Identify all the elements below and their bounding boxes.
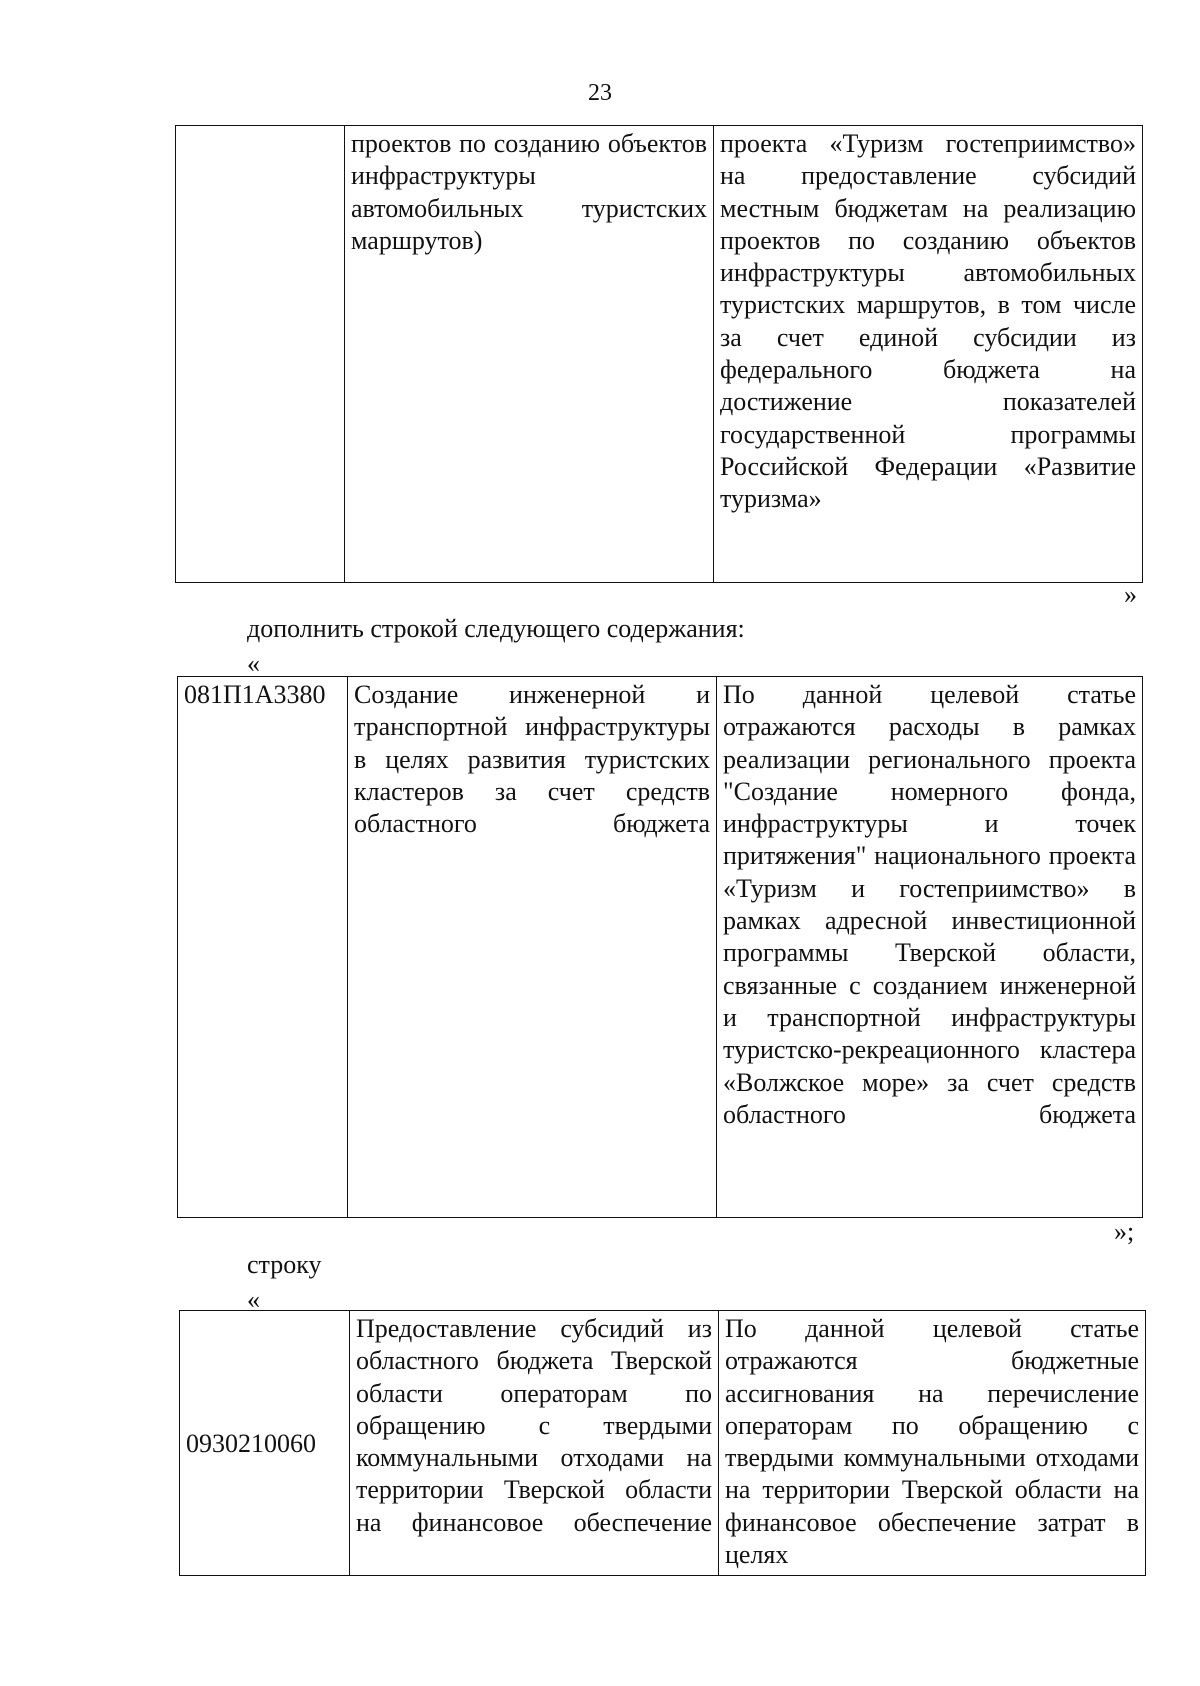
name-cell: Предоставление субсидий из областного бюджета Тверской области операторам по обращению с твердыми коммунальными отходами на территории Тверской области на финансовое обеспечение (350, 1311, 719, 1576)
table-row-to-replace (179, 1310, 1146, 1576)
table-continuation (175, 125, 1143, 583)
code-cell: 0930210060 (180, 1311, 350, 1576)
name-cell: Создание инженерной и транспортной инфраструктуры в целях развития туристских кластеров за счет средств областного бюджета (348, 677, 717, 1218)
page-number: 23 (588, 80, 612, 106)
opening-quote: « (247, 649, 260, 678)
description-cell: По данной целевой статье отражаются расходы в рамках реализации регионального проекта "Создание номерного фонда, инфраструктуры и точек притяжения" национального проекта «Туризм и гостеприимство» в рамках адресной инвестиционной программы Тверской области, связанные с созданием инженерной и транспортной инфраструктуры туристско-рекреационного кластера «Волжское море» за счет средств областного бюджета (717, 677, 1143, 1218)
code-cell: 081П1А3380 (178, 677, 348, 1218)
instruction-add: дополнить строкой следующего содержания: (247, 614, 745, 643)
description-cell: проекта «Туризм гостеприимство» на предоставление субсидий местным бюджетам на реализацию проектов по созданию объектов инфраструктуры автомобильных туристских маршрутов, в том числе за счет единой субсидии из федерального бюджета на достижение показателей государственной программы Российской Федерации «Развитие туризма» (714, 126, 1143, 583)
opening-quote: « (247, 1285, 260, 1314)
code-cell (176, 126, 345, 583)
table-row (176, 126, 1143, 583)
name-cell: проектов по созданию объектов инфраструктуры автомобильных туристских маршрутов) (345, 126, 714, 583)
instruction-row: строку (247, 1250, 322, 1279)
table-row (180, 1311, 1146, 1576)
closing-quote: »; (1114, 1217, 1135, 1246)
description-cell: По данной целевой статье отражаются бюджетные ассигнования на перечисление операторам по обращению с твердыми коммунальными отходами на территории Тверской области на финансовое обеспечение затрат в целях (719, 1311, 1146, 1576)
table-new-row (177, 676, 1143, 1218)
table-row (178, 677, 1143, 1218)
closing-quote: » (1124, 580, 1137, 609)
